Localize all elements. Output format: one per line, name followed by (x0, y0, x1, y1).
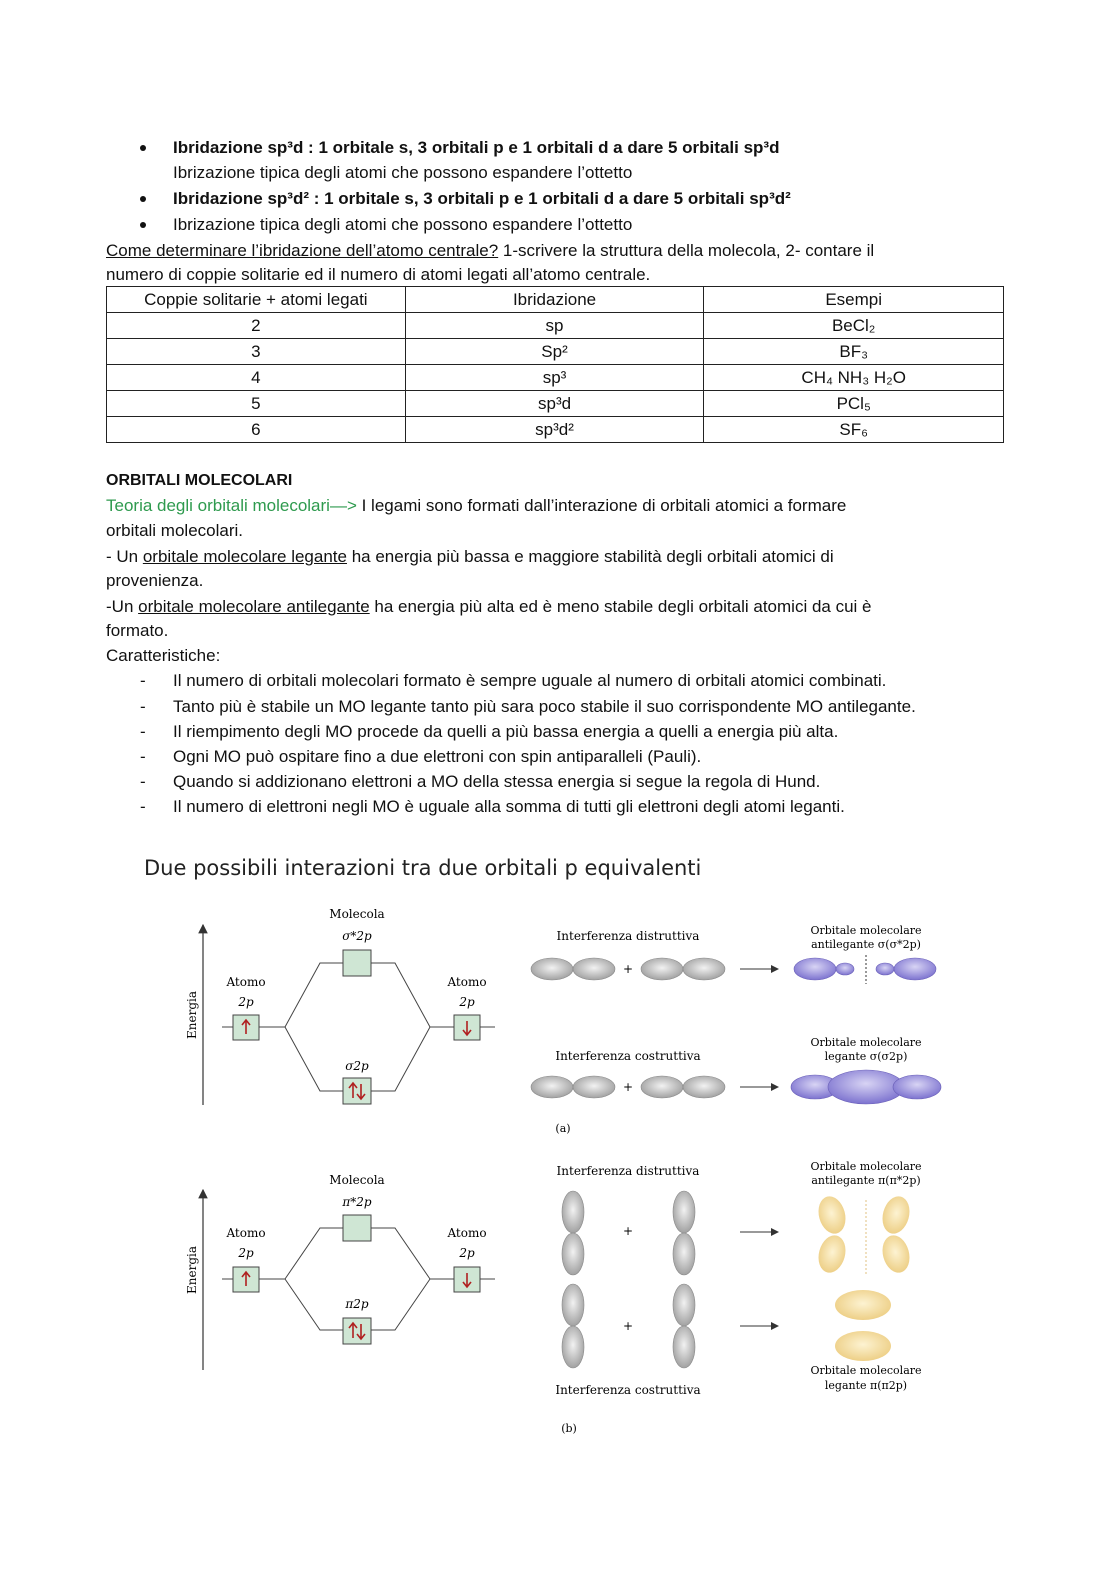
sigma-bond-title: Orbitale molecolare (810, 1036, 922, 1049)
pi-bonding-lobe (835, 1290, 891, 1320)
p-orbital-lobe (683, 958, 725, 980)
sigma-star-label: σ*2p (342, 929, 372, 943)
p-orbital-lobe (562, 1191, 584, 1233)
dash-marker: - (140, 697, 146, 716)
table-cell: CH₄ NH₃ H₂O (704, 365, 1004, 391)
dash-marker: - (140, 671, 146, 690)
pi-energy-diagram (185, 1173, 495, 1370)
antibonding-lobe (876, 963, 894, 975)
pi-antibonding-lobe (879, 1193, 914, 1236)
table-cell: PCl₅ (704, 391, 1004, 417)
table-header: Esempi (704, 287, 1004, 313)
p-orbital-lobe (562, 1284, 584, 1326)
pi-bonding-lobe (835, 1331, 891, 1361)
table-cell: 4 (107, 365, 406, 391)
sigma-anti-title: Orbitale molecolare (810, 924, 922, 937)
orbital-2p-right: 2p (459, 995, 475, 1009)
antibonding-lobe (836, 963, 854, 975)
dash-marker: - (140, 722, 146, 741)
anti-term: orbitale molecolare antilegante (138, 597, 370, 616)
bonding-prefix: - Un (106, 547, 143, 566)
sigma-energy-diagram (185, 907, 495, 1105)
plus-sign: + (622, 1080, 634, 1094)
pi-star-box (343, 1215, 371, 1241)
table-cell: sp (405, 313, 704, 339)
orbital-2p-left: 2p (238, 995, 254, 1009)
p-orbital-lobe (573, 1076, 615, 1098)
sigma-star-box (343, 950, 371, 976)
feature-item: Quando si addizionano elettroni a MO della stessa energia si segue la regola di Hund. (173, 772, 821, 791)
destructive-label: Interferenza distruttiva (556, 1164, 700, 1178)
p-orbital-lobe (673, 1233, 695, 1275)
p-orbital-lobe (531, 958, 573, 980)
p-orbital-lobe (641, 958, 683, 980)
plus-sign: + (622, 962, 634, 976)
energy-axis-label: Energia (185, 1246, 199, 1294)
pi-anti-title: Orbitale molecolare (810, 1160, 922, 1173)
antibonding-lobe (794, 958, 836, 980)
molecola-label: Molecola (329, 907, 385, 921)
antibonding-lobe (894, 958, 936, 980)
table-cell: sp³d (405, 391, 704, 417)
bonding-line-2: provenienza. (106, 571, 204, 590)
features-label: Caratteristiche: (106, 646, 221, 665)
table-cell: BeCl₂ (704, 313, 1004, 339)
table-header: Coppie solitarie + atomi legati (107, 287, 406, 313)
pi-box (343, 1318, 371, 1344)
p-orbital-lobe (673, 1284, 695, 1326)
panel-label-b: (b) (561, 1422, 577, 1435)
table-cell: 2 (107, 313, 406, 339)
sigma-bond-subtitle: legante σ(σ2p) (824, 1050, 908, 1063)
theory-line-2: orbitali molecolari. (106, 521, 243, 540)
anti-text: ha energia più alta ed è meno stabile degli orbitali atomici da cui è (369, 597, 872, 616)
how-to-answer-2: numero di coppie solitarie ed il numero di atomi legati all’atomo centrale. (106, 265, 651, 284)
orbital-2p-right: 2p (459, 1246, 475, 1260)
pi-bond-subtitle: legante π(π2p) (824, 1379, 908, 1392)
p-orbital-lobe (641, 1076, 683, 1098)
pi-antibonding-lobe (815, 1193, 850, 1236)
sigma-box (343, 1078, 371, 1104)
pi-interactions (555, 1160, 921, 1435)
table-header: Ibridazione (405, 287, 704, 313)
sigma-label: σ2p (345, 1059, 369, 1073)
atomo-right-label: Atomo (447, 1226, 487, 1240)
constructive-label: Interferenza costruttiva (555, 1383, 701, 1397)
table-cell: 3 (107, 339, 406, 365)
table-cell: sp³ (405, 365, 704, 391)
how-to-answer-1: 1-scrivere la struttura della molecola, 2- contare il (498, 241, 875, 260)
bonding-text: ha energia più bassa e maggiore stabilità degli orbitali atomici di (346, 547, 834, 566)
pi-anti-subtitle: antilegante π(π*2p) (811, 1174, 921, 1187)
atomo-left-label: Atomo (226, 975, 266, 989)
bullet-sp3d2: Ibridazione sp³d² : 1 orbitale s, 3 orbitali p e 1 orbitali d a dare 5 orbitali sp³d² (173, 189, 791, 208)
pi-antibonding-lobe (815, 1232, 850, 1275)
feature-item: Il numero di elettroni negli MO è uguale alla somma di tutti gli elettroni degli atomi leganti. (173, 797, 845, 816)
pi-star-label: π*2p (342, 1195, 372, 1209)
p-orbital-lobe (673, 1326, 695, 1368)
how-to-question: Come determinare l’ibridazione dell’atomo centrale? (106, 241, 499, 260)
table-cell: SF₆ (704, 417, 1004, 443)
anti-prefix: -Un (106, 597, 139, 616)
plus-sign: + (622, 1319, 634, 1333)
bullet-sp3d-note: Ibrizazione tipica degli atomi che possono espandere l’ottetto (173, 163, 633, 182)
p-orbital-lobe (562, 1233, 584, 1275)
section-title: ORBITALI MOLECOLARI (106, 472, 293, 489)
p-orbital-lobe (531, 1076, 573, 1098)
theory-term: Teoria degli orbitali molecolari (106, 496, 330, 515)
table-cell: sp³d² (405, 417, 704, 443)
p-orbital-lobe (673, 1191, 695, 1233)
constructive-label: Interferenza costruttiva (555, 1049, 701, 1063)
sigma-anti-subtitle: antilegante σ(σ*2p) (811, 938, 921, 951)
destructive-label: Interferenza distruttiva (556, 929, 700, 943)
pi-antibonding-lobe (879, 1232, 914, 1275)
feature-item: Il riempimento degli MO procede da quelli a più bassa energia a quelli a energia più alta. (173, 722, 839, 741)
panel-label-a: (a) (555, 1122, 571, 1135)
dash-marker: - (140, 797, 146, 816)
p-orbital-lobe (683, 1076, 725, 1098)
table-cell: 6 (107, 417, 406, 443)
feature-item: Il numero di orbitali molecolari formato è sempre uguale al numero di orbitali atomici combinati. (173, 671, 887, 690)
bonding-term: orbitale molecolare legante (142, 547, 347, 566)
molecola-label: Molecola (329, 1173, 385, 1187)
arrow-glyph: —> (329, 496, 357, 515)
plus-sign: + (622, 1224, 634, 1238)
table-cell: 5 (107, 391, 406, 417)
bonding-lobe (893, 1075, 941, 1099)
energy-axis-label: Energia (185, 991, 199, 1039)
p-orbital-lobe (562, 1326, 584, 1368)
dash-marker: - (140, 747, 146, 766)
pi-bond-title: Orbitale molecolare (810, 1364, 922, 1377)
p-orbital-lobe (573, 958, 615, 980)
sigma-interactions (531, 924, 941, 1135)
feature-item: Ogni MO può ospitare fino a due elettroni con spin antiparalleli (Pauli). (173, 747, 702, 766)
pi-label: π2p (345, 1297, 369, 1311)
orbital-2p-left: 2p (238, 1246, 254, 1260)
figure-title: Due possibili interazioni tra due orbitali p equivalenti (144, 856, 702, 880)
theory-text: I legami sono formati dall’interazione di orbitali atomici a formare (356, 496, 847, 515)
bullet-ottetto: Ibrizazione tipica degli atomi che possono espandere l’ottetto (173, 215, 633, 234)
bonding-lobe (828, 1070, 904, 1104)
table-cell: BF₃ (704, 339, 1004, 365)
bullet-sp3d: Ibridazione sp³d : 1 orbitale s, 3 orbitali p e 1 orbitali d a dare 5 orbitali sp³d (173, 138, 780, 157)
feature-item: Tanto più è stabile un MO legante tanto più sara poco stabile il suo corrispondente MO antilegante. (173, 697, 916, 716)
atomo-left-label: Atomo (226, 1226, 266, 1240)
atomo-right-label: Atomo (447, 975, 487, 989)
dash-marker: - (140, 772, 146, 791)
anti-line-2: formato. (106, 621, 169, 640)
table-cell: Sp² (405, 339, 704, 365)
